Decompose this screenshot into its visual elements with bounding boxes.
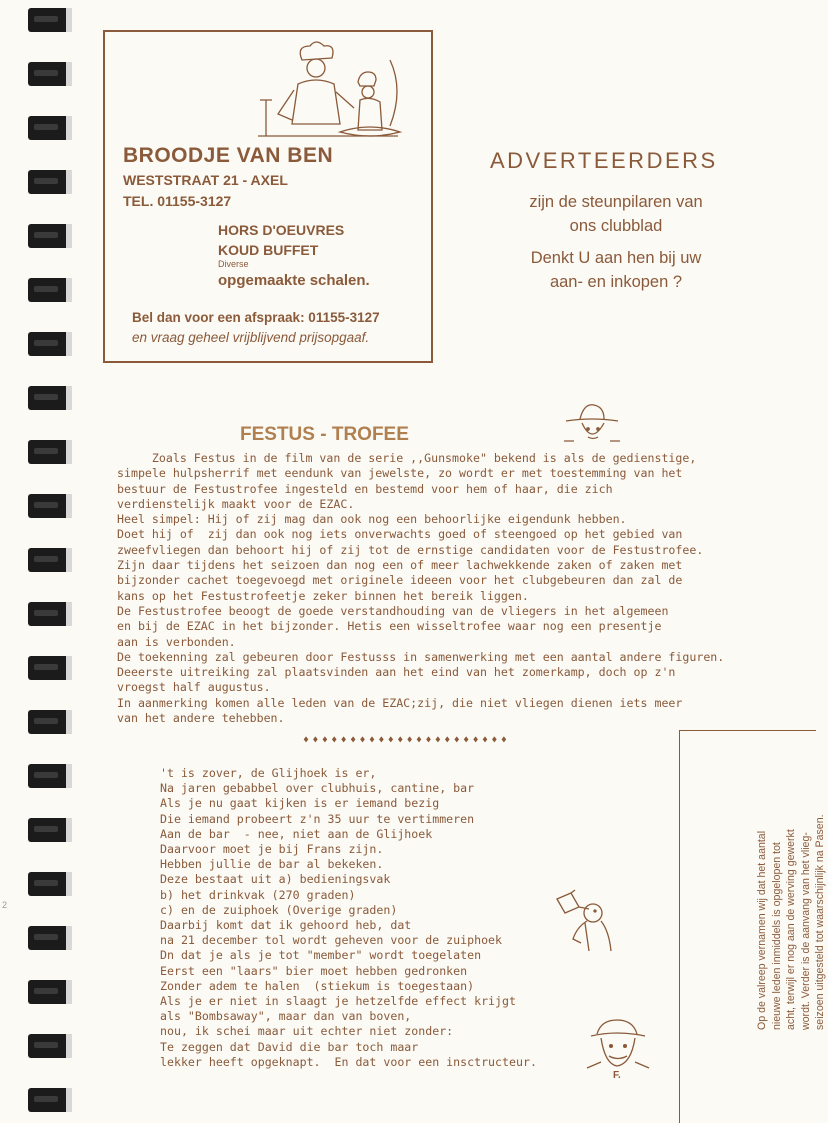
poem-line: nou, ik schei maar uit echter niet zonder:	[160, 1024, 454, 1039]
drinking-figure-icon	[551, 889, 617, 955]
binding-ring	[28, 62, 72, 86]
side-notice-text	[755, 740, 828, 1030]
article-line: bijzonder cachet toegevoegd met originele ideeen voor het clubgebeuren dan zal de	[117, 573, 683, 588]
advertisers-line: ons clubblad	[569, 217, 663, 235]
binding-ring	[28, 548, 72, 572]
festus-cowboy-face-icon	[562, 403, 622, 449]
poem-line: Daarbij komt dat ik gehoord heb, dat	[160, 918, 412, 933]
advertisement-box	[103, 30, 433, 363]
service-hors-doeuvres: HORS D'OEUVRES	[218, 222, 345, 238]
appointment-line: Bel dan voor een afspraak: 01155-3127	[132, 310, 380, 325]
poem-line: c) en de zuiphoek (Overige graden)	[160, 902, 398, 917]
binding-ring	[28, 1034, 72, 1058]
binding-ring	[28, 764, 72, 788]
binding-ring	[28, 602, 72, 626]
binding-ring	[28, 494, 72, 518]
binding-ring	[28, 170, 72, 194]
poem-line: Aan de bar - nee, niet aan de Glijhoek	[160, 826, 433, 841]
article-line: vroegst half augustus.	[117, 680, 271, 695]
poem-line: Hebben jullie de bar al bekeken.	[160, 857, 384, 872]
business-address: WESTSTRAAT 21 - AXEL	[123, 172, 288, 188]
business-name: BROODJE VAN BEN	[123, 144, 334, 167]
poem-line: Te zeggen dat David die bar toch maar	[160, 1039, 419, 1054]
article-line: De toekenning zal gebeuren door Festusss in samenwerking met een aantal andere figuren.	[117, 649, 725, 664]
binding-ring	[28, 278, 72, 302]
service-note: Diverse	[218, 259, 249, 269]
poem-line: lekker heeft opgeknapt. En dat voor een insctructeur.	[160, 1054, 537, 1069]
binding-ring	[28, 872, 72, 896]
poem-line: Eerst een "laars" bier moet hebben gedronken	[160, 963, 468, 978]
article-line: van het andere tehebben.	[117, 711, 285, 726]
poem-line: 't is zover, de Glijhoek is er,	[160, 766, 377, 780]
service-schalen: opgemaakte schalen.	[218, 272, 370, 289]
poem-line: Daarvoor moet je bij Frans zijn.	[160, 842, 384, 857]
poem-line: Als je nu gaat kijken is er iemand bezig	[160, 796, 440, 811]
binding-ring	[28, 116, 72, 140]
article-line: zweefvliegen dan behoort hij of zij tot de ernstige candidaten voor de Festustrofee.	[117, 542, 704, 557]
notice-line: seizoen uitgesteld tot waarschijnlijk na Pasen.	[814, 814, 827, 1030]
spiral-binding	[0, 0, 78, 1123]
advertisers-line: zijn de steunpilaren van	[529, 193, 703, 211]
binding-ring	[28, 980, 72, 1004]
article-line: De Festustrofee beoogt de goede verstandhouding van de vliegers in het algemeen	[117, 603, 669, 618]
article-line: In aanmerking komen alle leden van de EZAC;zij, die niet vliegen dienen iets meer	[117, 695, 683, 710]
article-line: verdienstelijk maakt voor de EZAC.	[117, 496, 355, 511]
binding-ring	[28, 656, 72, 680]
notice-line: Op de valreep vernamen wij dat het aantal	[756, 830, 768, 1030]
notice-line: acht, terwijl er nog aan de werving gewerkt	[785, 829, 798, 1030]
poem-line: Als je er niet in slaagt je hetzelfde effect krijgt	[160, 994, 516, 1009]
article-line: Doet hij of zij dan ook nog iets onverwachts goed of steengoed op het gebied van	[117, 527, 683, 542]
binding-ring	[28, 818, 72, 842]
poem-line: Die iemand probeert z'n 35 uur te vertimmeren	[160, 811, 475, 826]
binding-ring	[28, 332, 72, 356]
article-line: simpele hulpsherrif met eendunk van jewelste, zo wordt er met toestemming van het	[117, 466, 683, 481]
diamond-divider: ♦♦♦♦♦♦♦♦♦♦♦♦♦♦♦♦♦♦♦♦♦♦	[303, 735, 511, 746]
binding-ring	[28, 710, 72, 734]
article-line: Zijn daar tijdens het seizoen dan nog een of meer lachwekkende zaken of zaken met	[117, 558, 683, 573]
glijhoek-poem	[160, 766, 580, 1070]
page-mark: 2	[2, 900, 8, 910]
service-koud-buffet: KOUD BUFFET	[218, 242, 319, 258]
poem-line: Zonder adem te halen (stiekum is toegestaan)	[160, 978, 475, 993]
advertisers-heading: ADVERTEERDERS	[490, 148, 718, 173]
festus-title: FESTUS - TROFEE	[240, 424, 409, 445]
poem-line: b) het drinkvak (270 graden)	[160, 887, 356, 902]
poem-line: als "Bombsaway", maar dan van boven,	[160, 1009, 412, 1024]
binding-ring	[28, 1088, 72, 1112]
poem-line: Deze bestaat uit a) bedieningsvak	[160, 872, 391, 887]
binding-ring	[28, 8, 72, 32]
article-line: Zoals Festus in de film van de serie ,,Gunsmoke" bekend is als de gedienstige,	[117, 451, 697, 465]
article-line: Deeerste uitreiking zal plaatsvinden aan het eind van het zomerkamp, doch op z'n	[117, 665, 676, 680]
notice-line: wordt. Verder is de aanvang van het vlieg-	[799, 832, 812, 1030]
advertisers-line: Denkt U aan hen bij uw	[530, 249, 702, 267]
binding-ring	[28, 224, 72, 248]
article-line: bestuur de Festustrofee ingesteld en bestemd voor hem of haar, die zich	[117, 481, 613, 496]
notice-line: nieuwe leden inmiddels is opgelopen tot	[770, 842, 783, 1030]
poem-line: Na jaren gebabbel over clubhuis, cantine, bar	[160, 781, 475, 796]
poem-signature: F.	[613, 1070, 621, 1081]
quote-line: en vraag geheel vrijblijvend prijsopgaaf.	[132, 330, 370, 345]
advertisers-line: aan- en inkopen ?	[549, 273, 683, 291]
festus-article	[117, 451, 777, 726]
binding-ring	[28, 386, 72, 410]
binding-ring	[28, 926, 72, 950]
article-line: Heel simpel: Hij of zij mag dan ook nog een behoorlijke eigendunk hebben.	[117, 512, 627, 527]
chef-cooking-illustration-icon	[240, 40, 410, 152]
poem-line: na 21 december tol wordt geheven voor de zuiphoek	[160, 933, 503, 948]
binding-ring	[28, 440, 72, 464]
article-line: aan is verbonden.	[117, 634, 236, 649]
article-line: kans op het Festustrofeetje zeker binnen het bereik liggen.	[117, 588, 529, 603]
business-phone: TEL. 01155-3127	[123, 193, 232, 209]
article-line: en bij de EZAC in het bijzonder. Hetis een wisseltrofee waar nog een presentje	[117, 619, 662, 634]
poem-line: Dn dat je als je tot "member" wordt toegelaten	[160, 948, 482, 963]
